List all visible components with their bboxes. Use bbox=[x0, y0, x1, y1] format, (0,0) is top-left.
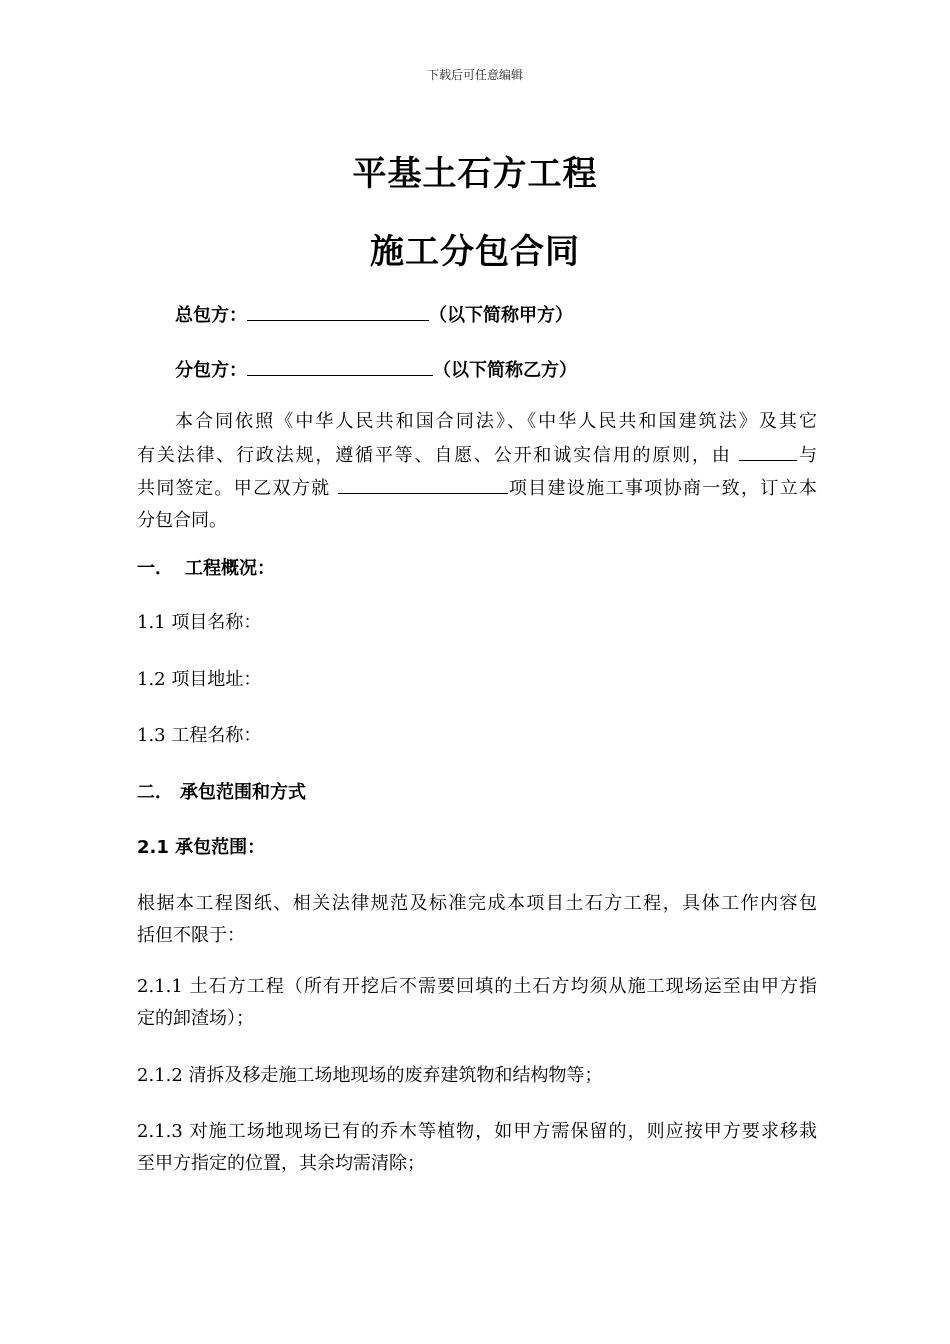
header-note: 下载后可任意编辑 bbox=[426, 68, 523, 82]
document-title-line-2: 施工分包合同 bbox=[370, 232, 580, 272]
intro-blank-1 bbox=[739, 438, 797, 461]
intro-row-3-tail: 项目建设施工事项协商一致，订立本 bbox=[507, 478, 817, 499]
intro-row-3-text: 共同签定。甲乙双方就 bbox=[137, 478, 338, 499]
intro-row-2 bbox=[137, 438, 817, 472]
item-1-3: 1.3 工程名称： bbox=[137, 725, 262, 746]
intro-row-2-text: 有关法律、行政法规，遵循平等、自愿、公开和诚实信用的原则，由 bbox=[137, 444, 740, 466]
party-b-line bbox=[175, 353, 577, 387]
item-1-2: 1.2 项目地址： bbox=[137, 669, 262, 690]
party-a-label: 总包方： bbox=[175, 305, 247, 326]
party-a-blank bbox=[247, 298, 429, 321]
item-1-1: 1.1 项目名称： bbox=[137, 612, 262, 633]
intro-blank-2 bbox=[338, 471, 508, 494]
section-2-number: 二． bbox=[137, 782, 173, 803]
intro-row-3 bbox=[137, 471, 817, 505]
intro-row-4: 分包合同。 bbox=[137, 509, 227, 531]
party-a-suffix: （以下简称甲方） bbox=[429, 305, 573, 326]
section-2-heading bbox=[137, 777, 817, 809]
subsection-2-1-heading: 2.1 承包范围： bbox=[137, 837, 266, 858]
item-2-1-3-row-2: 至甲方指定的位置，其余均需清除； bbox=[137, 1152, 425, 1174]
section-2-title: 承包范围和方式 bbox=[180, 782, 306, 803]
item-2-1-1-row-1: 2.1.1 土石方工程（所有开挖后不需要回填的土石方均须从施工现场运至由甲方指 bbox=[137, 976, 817, 997]
party-b-suffix: （以下简称乙方） bbox=[433, 360, 577, 381]
item-2-1-3 bbox=[137, 1116, 817, 1179]
intro-row-1: 本合同依照《中华人民共和国合同法》、《中华人民共和国建筑法》及其它 bbox=[175, 411, 817, 432]
document-title-line-1: 平基土石方工程 bbox=[352, 154, 598, 194]
item-2-1-3-row-1: 2.1.3 对施工场地现场已有的乔木等植物，如甲方需保留的，则应按甲方要求移栽 bbox=[137, 1121, 817, 1142]
scope-description bbox=[137, 888, 817, 951]
scope-desc-row-2: 括但不限于： bbox=[137, 924, 245, 946]
intro-row-2-tail: 与 bbox=[797, 444, 818, 466]
item-2-1-1-row-2: 定的卸渣场）； bbox=[137, 1007, 254, 1029]
scope-desc-row-1: 根据本工程图纸、相关法律规范及标准完成本项目土石方工程，具体工作内容包 bbox=[137, 893, 817, 914]
item-2-1-2: 2.1.2 清拆及移走施工场地现场的废弃建筑物和结构物等； bbox=[137, 1065, 603, 1086]
party-a-line bbox=[175, 298, 573, 332]
section-1-title: 工程概况： bbox=[185, 558, 275, 579]
party-b-blank bbox=[247, 353, 433, 376]
item-2-1-1 bbox=[137, 971, 817, 1034]
section-1-number: 一． bbox=[137, 558, 173, 579]
section-1-heading bbox=[137, 553, 817, 585]
intro-paragraph bbox=[137, 406, 817, 536]
party-b-label: 分包方： bbox=[175, 360, 247, 381]
